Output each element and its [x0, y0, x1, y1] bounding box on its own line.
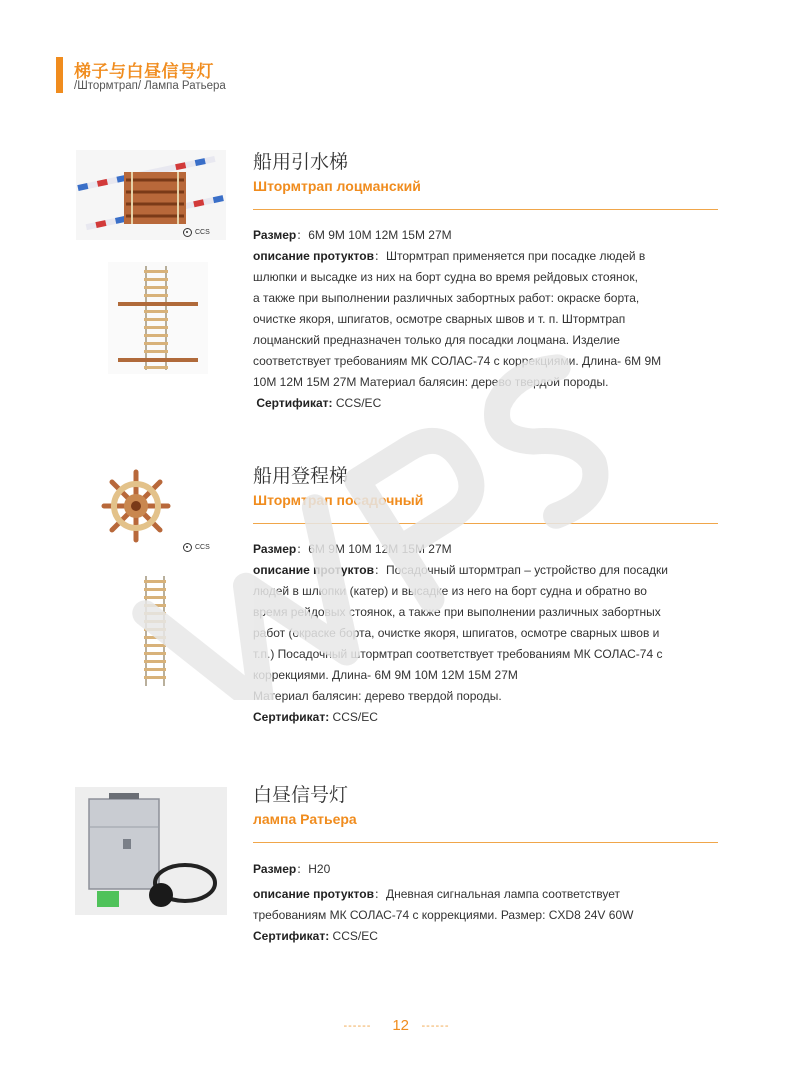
description-line: лоцманский предназначен только для посадки лоцмана. Изделие [253, 333, 620, 347]
product-section-signal-lamp [253, 783, 718, 947]
description-line: 10M 12M 15M 27M Материал балясин: дерево твердой породы. [253, 375, 609, 389]
product-title-zh: 白昼信号灯 [253, 784, 349, 806]
size-line: Размер：6M 9M 10M 12M 15M 27M [253, 228, 452, 242]
product-details [253, 539, 718, 728]
header-accent-bar [56, 57, 63, 93]
product-title-ru: лампа Ратьера [253, 811, 357, 827]
description-line: людей в шлюпки (катер) и высадке из него на борт судна и обратно во [253, 584, 647, 598]
certificate-line: Сертификат: CCS/EC [253, 710, 378, 724]
description-line: соответствует требованиям МК СОЛАС-74 с коррекциями. Длина- 6M 9M [253, 354, 662, 368]
description-line: а также при выполнении различных забортных работ: окраске борта, [253, 291, 640, 305]
ccs-logo: CCS [183, 228, 210, 237]
product-section-pilot-ladder [253, 150, 718, 414]
description-line: работ (окраске борта, очистке якоря, шпигатов, осмотре сварных швов и [253, 626, 660, 640]
description-line: время рейдовых стоянок, а также при выполнении различных забортных [253, 605, 661, 619]
description-line: описание протуктов：Штормтрап применяется при посадке людей в [253, 249, 646, 263]
footer-dashes-left: ------ [343, 1020, 372, 1033]
product-details [253, 859, 718, 947]
boarding-ladder-rolled-image [100, 466, 172, 546]
pilot-ladder-rolled-image [76, 150, 226, 240]
section-divider [253, 523, 718, 524]
certificate-line: Сертификат: CCS/EC [253, 929, 378, 943]
description-line: коррекциями. Длина- 6M 9M 10M 12M 15M 27M [253, 668, 518, 682]
description-line: описание протуктов：Дневная сигнальная лампа соответствует [253, 887, 620, 901]
page-footer [0, 1017, 793, 1034]
ccs-emblem-icon [183, 543, 192, 552]
ccs-logo: CCS [183, 543, 210, 552]
footer-dashes-right: ------ [421, 1020, 450, 1033]
section-divider [253, 209, 718, 210]
certificate-line: Сертификат: CCS/EC [256, 396, 382, 410]
page-title: 梯子与白昼信号灯 [74, 62, 214, 81]
product-title-ru: Штормтрап лоцманский [253, 178, 421, 194]
ccs-emblem-icon [183, 228, 192, 237]
description-line: т.п.) Посадочный штормтрап соответствует требованиям МК СОЛАС-74 с [253, 647, 663, 661]
aldis-lamp-image [75, 787, 227, 915]
description-line: Материал балясин: дерево твердой породы. [253, 689, 502, 703]
product-details [253, 225, 718, 414]
description-line: требованиям МК СОЛАС-74 с коррекциями. Размер: CXD8 24V 60W [253, 908, 634, 922]
pilot-ladder-unrolled-image [108, 262, 208, 374]
size-line: Размер：H20 [253, 862, 331, 876]
description-line: очистке якоря, шпигатов, осмотре сварных швов и т. п. Штормтрап [253, 312, 626, 326]
product-title-ru: Штормтрап посадочный [253, 492, 424, 508]
product-section-boarding-ladder [253, 464, 718, 728]
size-line: Размер：6M 9M 10M 12M 15M 27M [253, 542, 452, 556]
description-line: шлюпки и высадке из них на борт судна во время рейдовых стоянок, [253, 270, 638, 284]
description-line: описание протуктов：Посадочный штормтрап – устройство для посадки [253, 563, 668, 577]
page-subtitle: /Штормтрап/ Лампа Ратьера [74, 80, 226, 92]
boarding-ladder-unrolled-image [140, 574, 170, 688]
product-title-zh: 船用登程梯 [253, 465, 349, 487]
product-title-zh: 船用引水梯 [253, 151, 349, 173]
section-divider [253, 842, 718, 843]
page-number: 12 [392, 1017, 409, 1034]
